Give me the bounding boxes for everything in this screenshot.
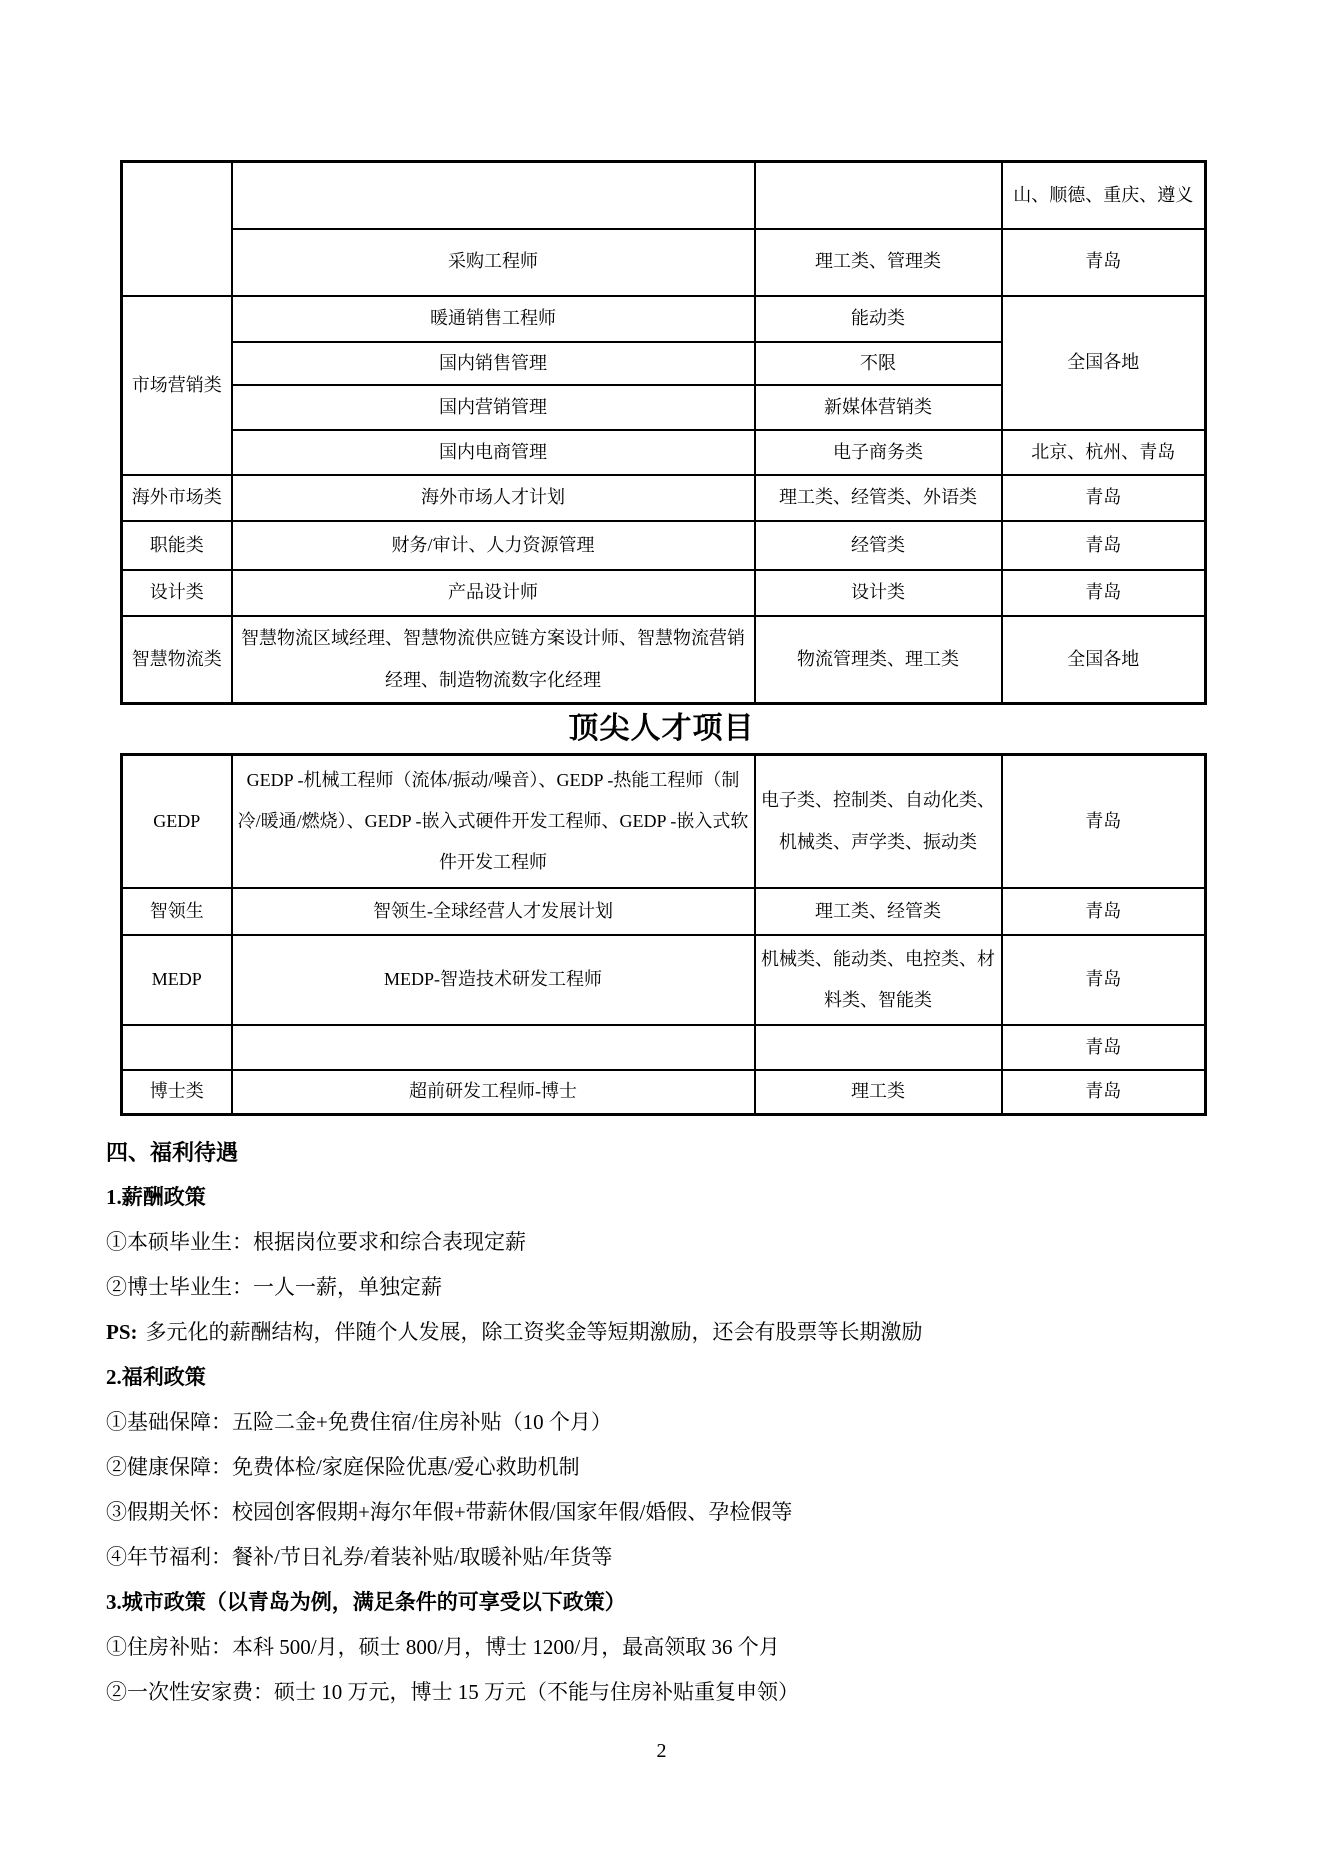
category-cell: 博士类 [122,1070,232,1115]
majors-cell: 电子商务类 [755,430,1002,475]
table-row [122,475,1206,521]
location-cell: 青岛 [1002,1025,1206,1070]
salary-item: ①本硕毕业生：根据岗位要求和综合表现定薪 [106,1230,526,1255]
city-item: ②一次性安家费：硕士 10 万元，博士 15 万元（不能与住房补贴重复申领） [106,1680,799,1705]
position-cell: 国内电商管理 [232,430,755,475]
location-cell: 北京、杭州、青岛 [1002,430,1206,475]
location-cell: 青岛 [1002,1070,1206,1115]
location-cell: 青岛 [1002,935,1206,1025]
ps-text: 多元化的薪酬结构，伴随个人发展，除工资奖金等短期激励，还会有股票等长期激励 [145,1320,923,1345]
position-cell: MEDP-智造技术研发工程师 [232,935,755,1025]
page-number: 2 [656,1740,667,1762]
table-row [122,521,1206,570]
position-cell [232,162,755,229]
category-cell: 海外市场类 [122,475,232,521]
table-row [122,296,1206,342]
position-cell: 超前研发工程师-博士 [232,1070,755,1115]
location-cell: 青岛 [1002,475,1206,521]
table-row [122,430,1206,475]
benefits-heading: 四、福利待遇 [106,1140,239,1166]
position-cell: 采购工程师 [232,229,755,296]
table-row [122,229,1206,296]
top-talent-heading: 顶尖人才项目 [568,712,755,746]
table-row [122,755,1206,888]
majors-cell [755,1025,1002,1070]
location-cell: 青岛 [1002,229,1206,296]
welfare-item: ②健康保障：免费体检/家庭保险优惠/爱心救助机制 [106,1455,580,1480]
position-cell: 国内销售管理 [232,342,755,385]
salary-item: ②博士毕业生：一人一薪，单独定薪 [106,1275,442,1300]
category-cell: 职能类 [122,521,232,570]
salary-policy-title: 1.薪酬政策 [106,1185,206,1210]
location-cell: 青岛 [1002,888,1206,935]
city-item: ①住房补贴：本科 500/月，硕士 800/月，博士 1200/月，最高领取 36 个月 [106,1635,780,1660]
location-cell: 青岛 [1002,755,1206,888]
majors-cell: 设计类 [755,570,1002,616]
position-cell: 海外市场人才计划 [232,475,755,521]
majors-cell: 理工类、经管类 [755,888,1002,935]
majors-cell: 电子类、控制类、自动化类、机械类、声学类、振动类 [755,755,1002,888]
location-cell: 青岛 [1002,570,1206,616]
position-cell: 智领生-全球经营人才发展计划 [232,888,755,935]
table-row [122,570,1206,616]
city-policy-title: 3.城市政策（以青岛为例，满足条件的可享受以下政策） [106,1590,626,1615]
welfare-item: ①基础保障：五险二金+免费住宿/住房补贴（10 个月） [106,1410,612,1435]
category-cell: 智慧物流类 [122,616,232,704]
category-cell [122,1025,232,1070]
category-cell: MEDP [122,935,232,1025]
majors-cell: 理工类 [755,1070,1002,1115]
majors-cell: 能动类 [755,296,1002,342]
majors-cell [755,162,1002,229]
table-row [122,935,1206,1025]
majors-cell: 新媒体营销类 [755,385,1002,430]
position-cell: 财务/审计、人力资源管理 [232,521,755,570]
position-cell: 国内营销管理 [232,385,755,430]
category-cell [122,162,232,296]
salary-ps-line [106,1310,1323,1355]
table-row [122,162,1206,229]
table-row [122,888,1206,935]
table-row [122,616,1206,704]
category-cell: 设计类 [122,570,232,616]
benefits-section [106,1130,1323,1715]
majors-cell: 理工类、管理类 [755,229,1002,296]
location-cell: 全国各地 [1002,296,1206,430]
majors-cell: 理工类、经管类、外语类 [755,475,1002,521]
majors-cell: 不限 [755,342,1002,385]
table-row [122,1070,1206,1115]
welfare-item: ④年节福利：餐补/节日礼券/着装补贴/取暖补贴/年货等 [106,1545,613,1570]
position-cell [232,1025,755,1070]
location-cell: 青岛 [1002,521,1206,570]
category-cell: 市场营销类 [122,296,232,475]
majors-cell: 机械类、能动类、电控类、材料类、智能类 [755,935,1002,1025]
location-cell: 山、顺德、重庆、遵义 [1002,162,1206,229]
position-cell: GEDP -机械工程师（流体/振动/噪音）、GEDP -热能工程师（制冷/暖通/燃烧）、GEDP -嵌入式硬件开发工程师、GEDP -嵌入式软件开发工程师 [232,755,755,888]
position-cell: 产品设计师 [232,570,755,616]
majors-cell: 经管类 [755,521,1002,570]
category-cell: 智领生 [122,888,232,935]
position-cell: 智慧物流区域经理、智慧物流供应链方案设计师、智慧物流营销经理、制造物流数字化经理 [232,616,755,704]
category-cell: GEDP [122,755,232,888]
ps-label: PS: [106,1320,138,1345]
jobs-table [120,160,1207,705]
table-row [122,1025,1206,1070]
majors-cell: 物流管理类、理工类 [755,616,1002,704]
welfare-item: ③假期关怀：校园创客假期+海尔年假+带薪休假/国家年假/婚假、孕检假等 [106,1500,793,1525]
location-cell: 全国各地 [1002,616,1206,704]
position-cell: 暖通销售工程师 [232,296,755,342]
welfare-policy-title: 2.福利政策 [106,1365,206,1390]
top-talent-table [120,753,1207,1116]
